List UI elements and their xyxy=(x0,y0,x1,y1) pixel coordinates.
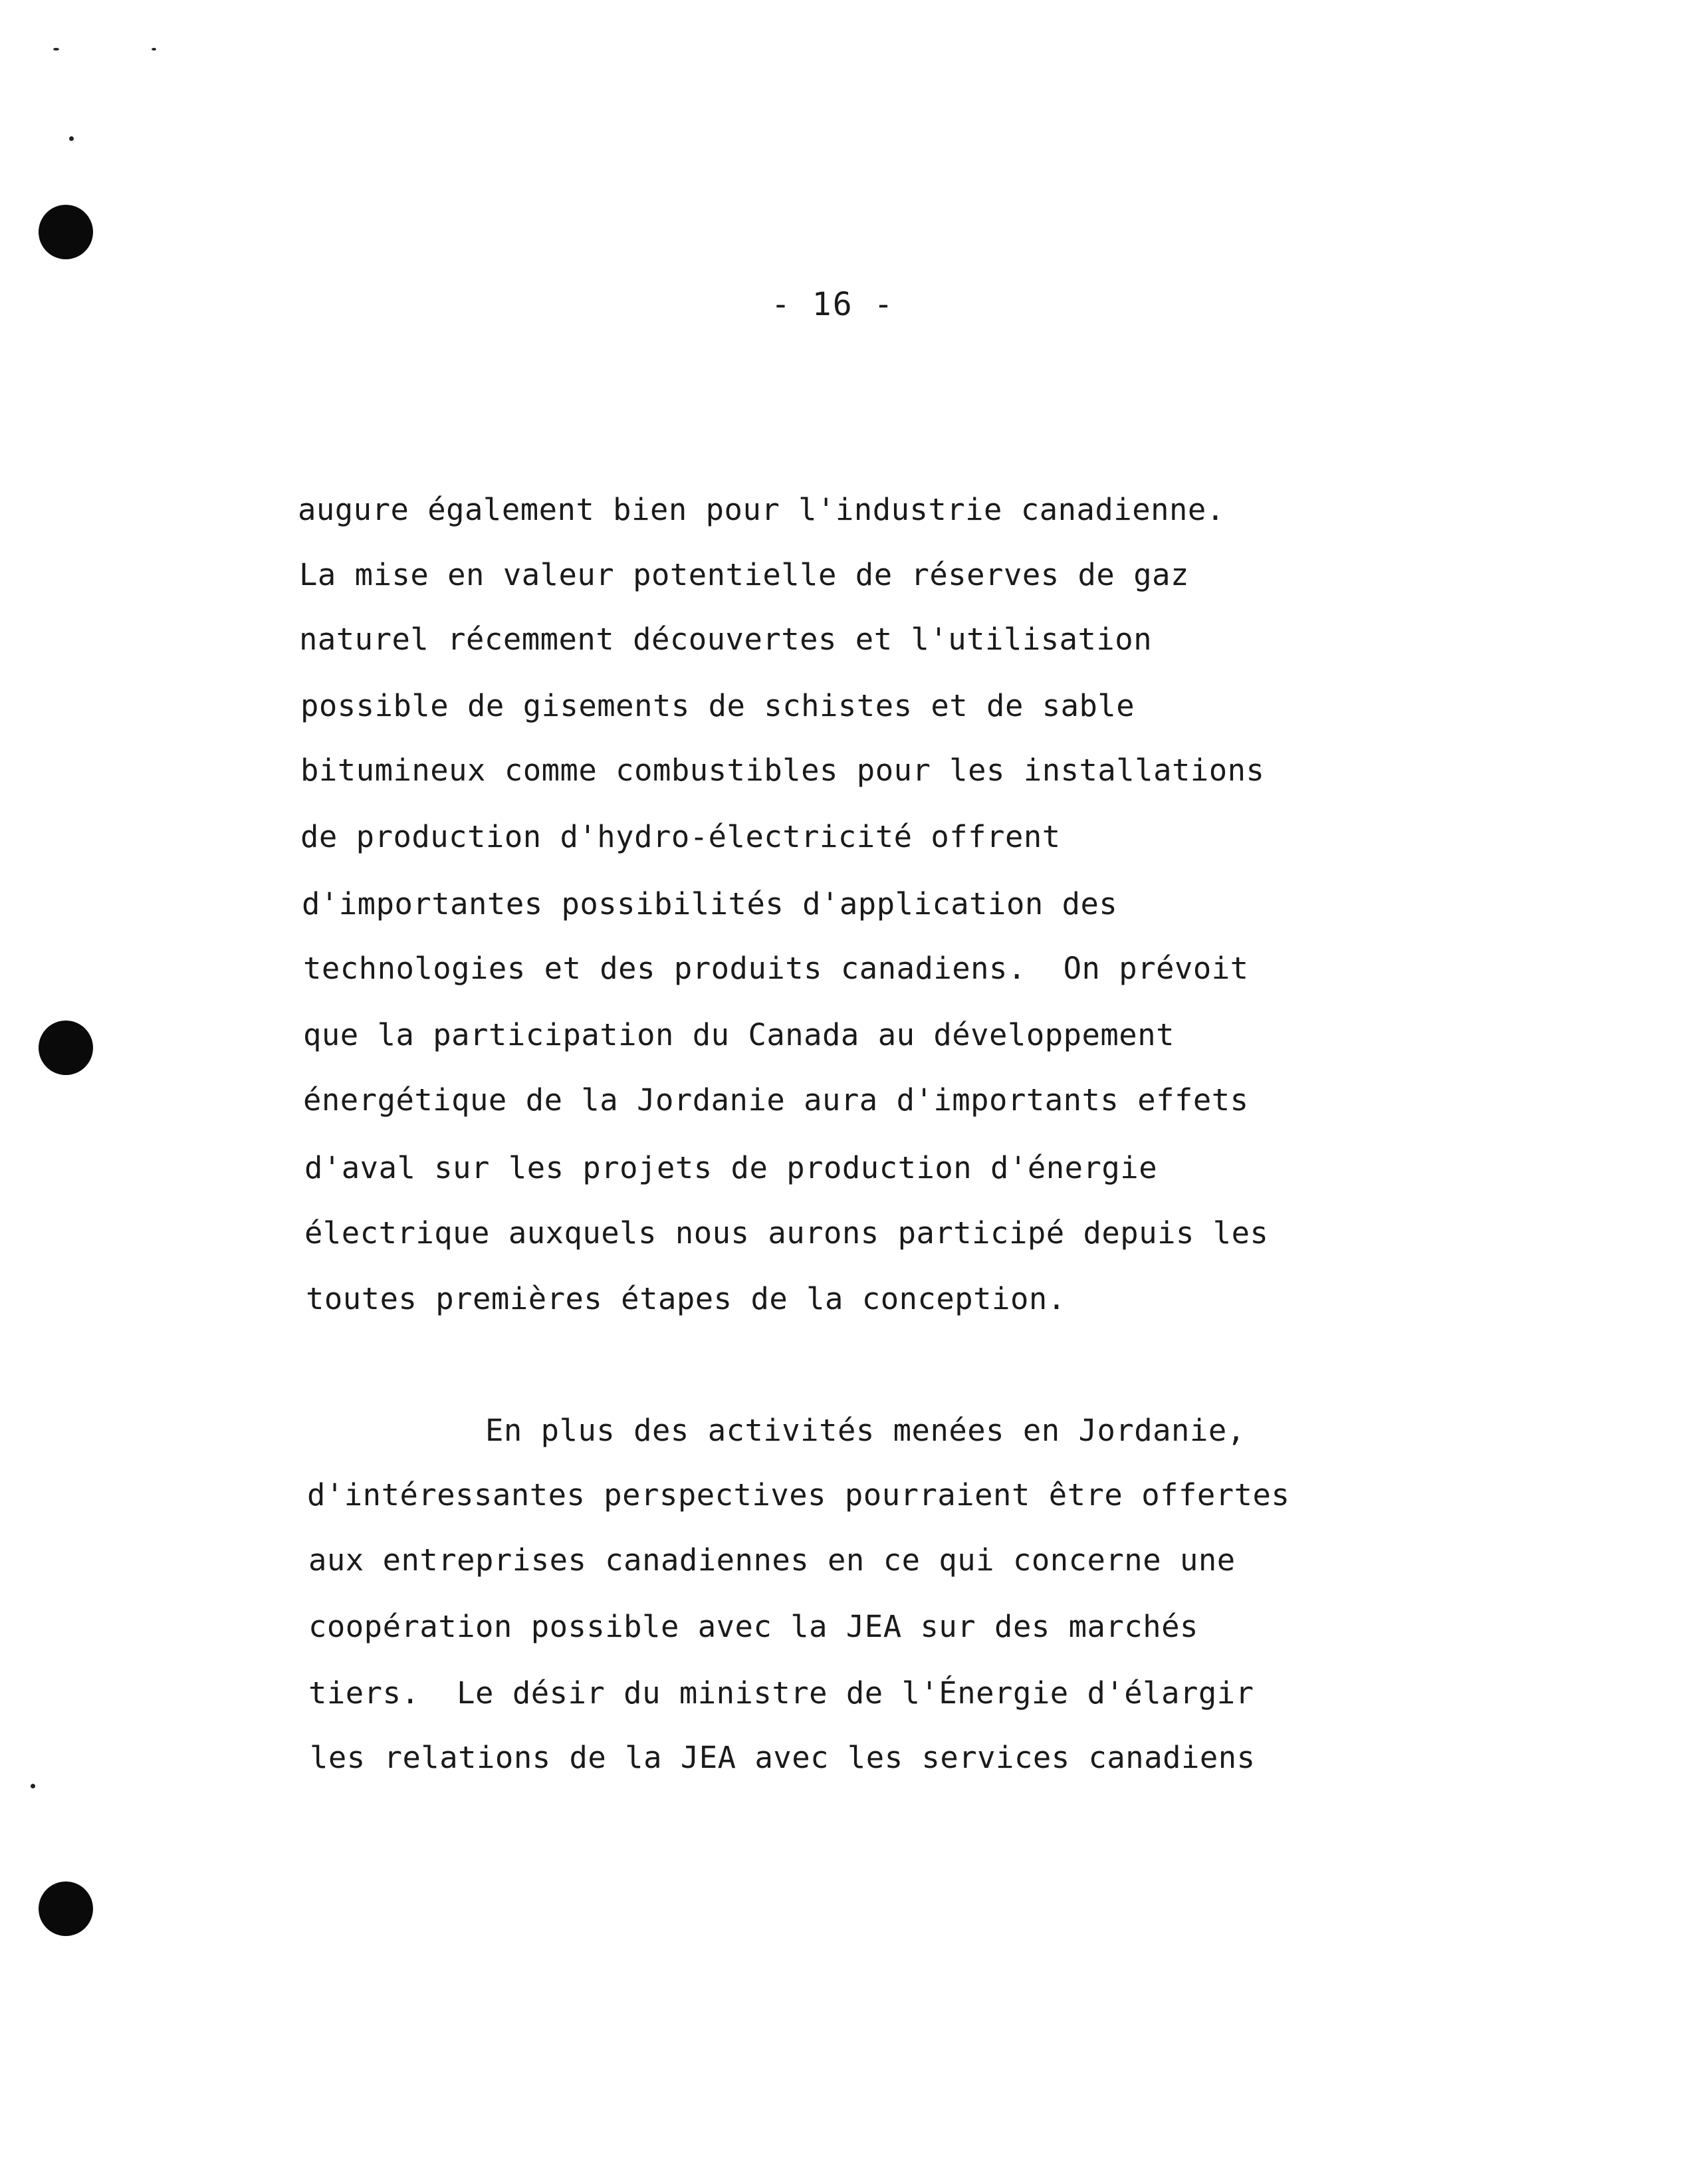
text-line: La mise en valeur potentielle de réserves de gaz xyxy=(299,557,1189,592)
text-line: d'importantes possibilités d'application des xyxy=(302,886,1118,921)
text-line: aux entreprises canadiennes en ce qui concerne une xyxy=(308,1542,1236,1578)
text-line: électrique auxquels nous aurons participé depuis les xyxy=(304,1215,1269,1251)
text-line: tiers. Le désir du ministre de l'Énergie d'élargir xyxy=(308,1675,1254,1711)
scan-speck xyxy=(69,136,74,141)
text-line: augure également bien pour l'industrie canadienne. xyxy=(298,492,1225,527)
text-line: les relations de la JEA avec les services canadiens xyxy=(310,1740,1256,1775)
punch-hole-middle xyxy=(39,1021,93,1075)
page-number: - 16 - xyxy=(771,286,895,323)
scan-speck xyxy=(31,1784,35,1788)
scan-speck xyxy=(152,48,156,51)
text-line: possible de gisements de schistes et de sable xyxy=(300,688,1135,723)
text-line: d'intéressantes perspectives pourraient être offertes xyxy=(307,1477,1290,1513)
text-line: toutes premières étapes de la conception. xyxy=(306,1281,1066,1316)
text-line: de production d'hydro-électricité offrent xyxy=(300,819,1061,854)
text-line: naturel récemment découvertes et l'utilisation xyxy=(299,622,1153,657)
text-line: technologies et des produits canadiens. On prévoit xyxy=(303,951,1249,986)
text-line: énergétique de la Jordanie aura d'importants effets xyxy=(303,1082,1249,1118)
text-line: coopération possible avec la JEA sur des marchés xyxy=(308,1609,1198,1644)
punch-hole-bottom xyxy=(39,1881,93,1936)
text-line: d'aval sur les projets de production d'énergie xyxy=(304,1150,1158,1185)
text-line: En plus des activités menées en Jordanie, xyxy=(485,1413,1246,1448)
text-line: que la participation du Canada au développement xyxy=(303,1017,1175,1052)
scan-speck xyxy=(53,48,59,51)
punch-hole-top xyxy=(39,205,93,259)
text-line: bitumineux comme combustibles pour les installations xyxy=(300,753,1265,788)
